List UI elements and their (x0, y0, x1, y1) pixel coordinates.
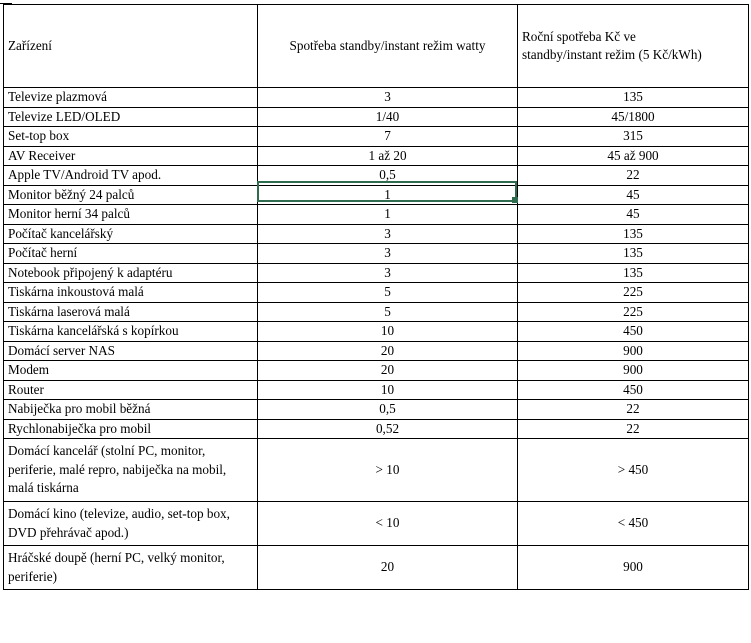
column-header-annual-cost[interactable] (518, 5, 749, 88)
cell-standby-watts[interactable]: 3 (258, 244, 518, 264)
cell-standby-watts[interactable]: 1 (258, 185, 518, 205)
cell-device[interactable]: Hráčské doupě (herní PC, velký monitor, periferie) (4, 546, 258, 590)
cell-device[interactable]: Apple TV/Android TV apod. (4, 166, 258, 186)
cell-standby-watts[interactable]: 20 (258, 341, 518, 361)
cell-standby-watts[interactable]: 5 (258, 302, 518, 322)
cell-annual-cost[interactable]: < 450 (518, 502, 749, 546)
cell-standby-watts[interactable]: 10 (258, 380, 518, 400)
table-row[interactable] (4, 322, 749, 342)
cell-annual-cost[interactable]: 450 (518, 322, 749, 342)
cell-device[interactable]: Domácí kancelář (stolní PC, monitor, periferie, malé repro, nabiječka na mobil, malá tiskárna (4, 439, 258, 502)
cell-annual-cost[interactable]: 135 (518, 244, 749, 264)
table-row[interactable] (4, 127, 749, 147)
cell-annual-cost[interactable]: 225 (518, 302, 749, 322)
cell-standby-watts[interactable]: 10 (258, 322, 518, 342)
table-row[interactable] (4, 205, 749, 225)
cell-standby-watts[interactable]: 20 (258, 361, 518, 381)
cell-device[interactable]: Monitor herní 34 palců (4, 205, 258, 225)
table-row-summary[interactable] (4, 439, 749, 502)
energy-consumption-table (3, 4, 749, 590)
table-row[interactable] (4, 107, 749, 127)
cell-annual-cost[interactable]: 900 (518, 546, 749, 590)
table-row[interactable] (4, 283, 749, 303)
cell-device[interactable]: Set-top box (4, 127, 258, 147)
table-row[interactable] (4, 185, 749, 205)
cell-annual-cost[interactable]: 900 (518, 341, 749, 361)
table-row[interactable] (4, 88, 749, 108)
table-row-selected[interactable] (4, 166, 749, 186)
cell-device[interactable]: Router (4, 380, 258, 400)
column-header-standby-watts[interactable]: Spotřeba standby/instant režim watty (258, 5, 518, 88)
table-row[interactable] (4, 380, 749, 400)
table-row[interactable] (4, 244, 749, 264)
cell-annual-cost[interactable]: > 450 (518, 439, 749, 502)
cell-device[interactable]: Modem (4, 361, 258, 381)
cell-annual-cost[interactable]: 900 (518, 361, 749, 381)
table-row[interactable] (4, 146, 749, 166)
column-header-annual-cost-line1: Roční spotřeba Kč ve (522, 28, 636, 44)
cell-standby-watts[interactable]: 3 (258, 224, 518, 244)
cell-standby-watts-selected[interactable]: 0,5 (258, 166, 518, 186)
cell-standby-watts[interactable]: 3 (258, 263, 518, 283)
cell-standby-watts[interactable]: 7 (258, 127, 518, 147)
cell-device[interactable]: Tiskárna inkoustová malá (4, 283, 258, 303)
cell-standby-watts[interactable]: 0,5 (258, 400, 518, 420)
cell-standby-watts[interactable]: 1/40 (258, 107, 518, 127)
table-row[interactable] (4, 361, 749, 381)
cell-standby-watts[interactable]: 1 až 20 (258, 146, 518, 166)
cell-standby-watts[interactable]: 3 (258, 88, 518, 108)
table-row-summary[interactable] (4, 502, 749, 546)
cell-annual-cost-selected[interactable]: 22 (518, 166, 749, 186)
cell-device[interactable]: AV Receiver (4, 146, 258, 166)
table-row[interactable] (4, 224, 749, 244)
cell-device[interactable]: Televize plazmová (4, 88, 258, 108)
cell-standby-watts[interactable]: 0,52 (258, 419, 518, 439)
cell-standby-watts[interactable]: 5 (258, 283, 518, 303)
cell-device[interactable]: Rychlonabiječka pro mobil (4, 419, 258, 439)
table-row[interactable] (4, 341, 749, 361)
cell-annual-cost[interactable]: 45 až 900 (518, 146, 749, 166)
cell-annual-cost[interactable]: 315 (518, 127, 749, 147)
cell-device[interactable]: Tiskárna laserová malá (4, 302, 258, 322)
cell-standby-watts[interactable]: > 10 (258, 439, 518, 502)
table-row[interactable] (4, 302, 749, 322)
cell-annual-cost[interactable]: 135 (518, 224, 749, 244)
cell-device[interactable]: Domácí kino (televize, audio, set-top box, DVD přehrávač apod.) (4, 502, 258, 546)
cell-annual-cost[interactable]: 225 (518, 283, 749, 303)
cell-annual-cost[interactable]: 135 (518, 263, 749, 283)
cell-device[interactable]: Monitor běžný 24 palců (4, 185, 258, 205)
cell-device[interactable]: Televize LED/OLED (4, 107, 258, 127)
cell-device[interactable]: Počítač kancelářský (4, 224, 258, 244)
cell-device[interactable]: Tiskárna kancelářská s kopírkou (4, 322, 258, 342)
cell-standby-watts[interactable]: 1 (258, 205, 518, 225)
cell-annual-cost[interactable]: 45/1800 (518, 107, 749, 127)
cell-device[interactable]: Notebook připojený k adaptéru (4, 263, 258, 283)
table-row-summary[interactable] (4, 546, 749, 590)
column-header-annual-cost-line2: standby/instant režim (5 Kč/kWh) (522, 47, 702, 62)
cell-device[interactable]: Domácí server NAS (4, 341, 258, 361)
table-row[interactable] (4, 263, 749, 283)
column-header-device[interactable]: Zařízení (4, 5, 258, 88)
cell-device[interactable]: Nabiječka pro mobil běžná (4, 400, 258, 420)
cell-device[interactable]: Počítač herní (4, 244, 258, 264)
table-row[interactable] (4, 400, 749, 420)
cell-annual-cost[interactable]: 135 (518, 88, 749, 108)
table-header-row (4, 5, 749, 88)
cell-annual-cost[interactable]: 45 (518, 185, 749, 205)
cell-annual-cost[interactable]: 22 (518, 400, 749, 420)
cell-annual-cost[interactable]: 450 (518, 380, 749, 400)
cell-standby-watts[interactable]: < 10 (258, 502, 518, 546)
cell-annual-cost[interactable]: 22 (518, 419, 749, 439)
table-row[interactable] (4, 419, 749, 439)
cell-annual-cost[interactable]: 45 (518, 205, 749, 225)
cell-standby-watts[interactable]: 20 (258, 546, 518, 590)
